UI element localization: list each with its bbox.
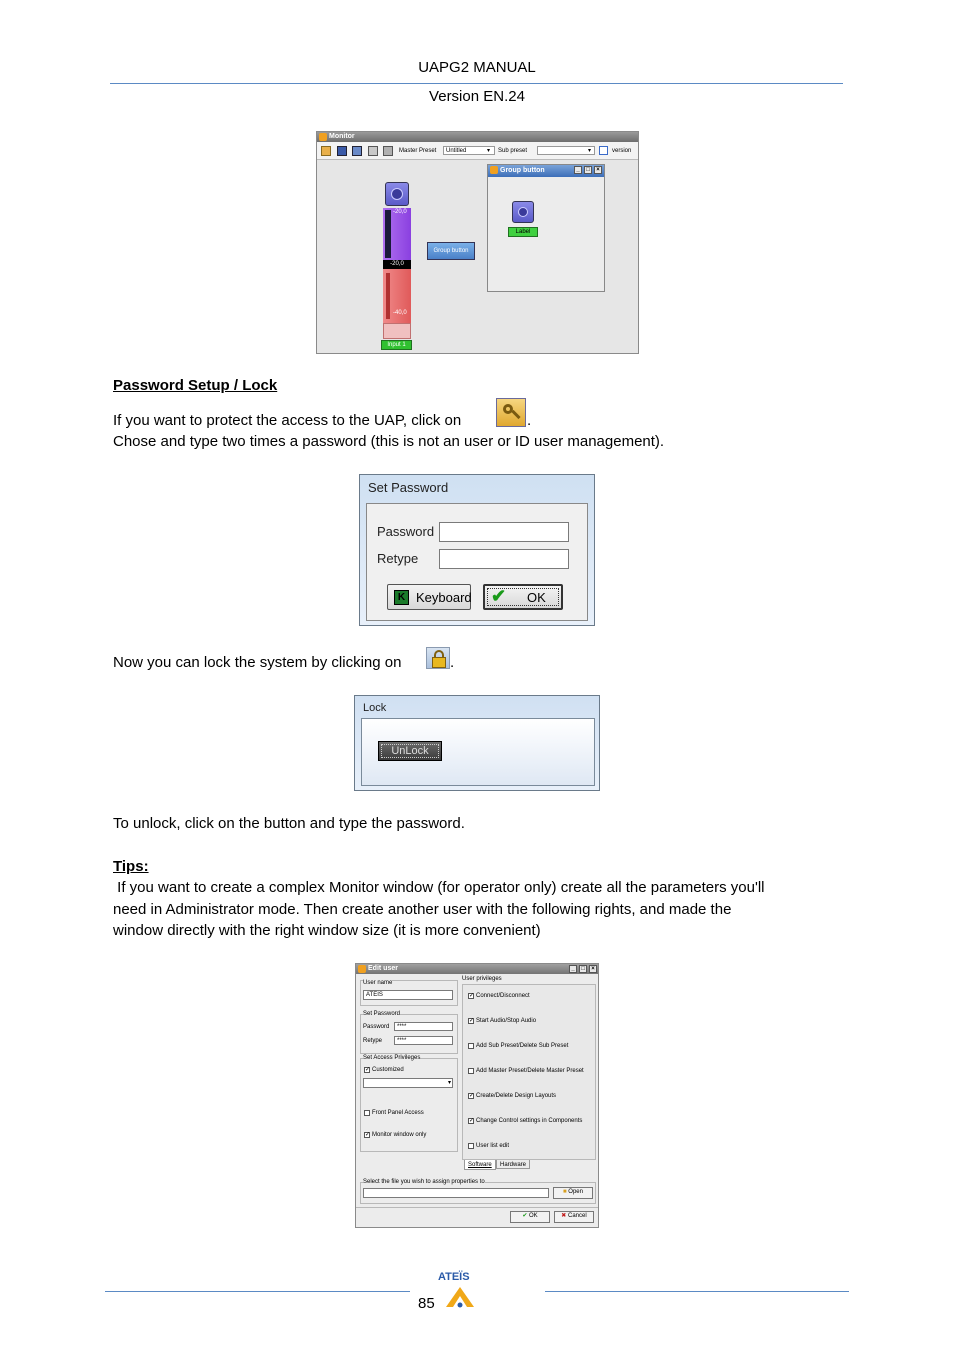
tips-line-3: window directly with the right window size (it is more convenient) (113, 922, 541, 939)
password-intro-line (113, 410, 461, 431)
page-number: 85 (418, 1295, 435, 1312)
save-as-icon[interactable] (352, 146, 362, 156)
tips-line-2: need in Administrator mode. Then create another user with the following rights, and made the (113, 901, 732, 918)
privilege-label: Create/Delete Design Layouts (476, 1093, 557, 1099)
edit-user-title: Edit user (368, 965, 398, 972)
knob-icon[interactable] (385, 182, 409, 206)
password-label: Password (377, 524, 435, 539)
ateis-logo-text: ATEÏS (438, 1271, 470, 1283)
monitor-window (316, 131, 639, 354)
fader[interactable] (383, 269, 411, 323)
checkmark-icon: ✔ (522, 1213, 528, 1219)
set-password-group (360, 1014, 458, 1054)
group-window-titlebar (488, 165, 604, 177)
monitor-titlebar (317, 132, 638, 142)
keyboard-button[interactable] (387, 584, 471, 610)
user-name-label: User name (363, 980, 393, 986)
ok-label: OK (527, 590, 546, 605)
unlock-button[interactable]: UnLock (378, 741, 442, 761)
minimize-icon[interactable]: _ (574, 166, 582, 174)
tab-software[interactable]: Software (464, 1160, 496, 1170)
master-preset-select[interactable]: Untitled (443, 146, 495, 155)
folder-icon: ■ (563, 1189, 567, 1195)
version-label: version (612, 148, 632, 154)
lock-icon[interactable] (426, 647, 450, 669)
lock-dialog-title: Lock (363, 702, 387, 714)
save-icon[interactable] (337, 146, 347, 156)
set-password-body (366, 503, 588, 621)
checkmark-icon: ✔ (491, 586, 507, 606)
open-label: Open (568, 1189, 583, 1195)
maximize-icon[interactable]: □ (584, 166, 592, 174)
edit-retype-label: Retype (363, 1038, 383, 1044)
footer-rule-left (105, 1291, 410, 1292)
privilege-checkbox[interactable] (468, 1143, 474, 1149)
master-preset-label: Master Preset (399, 148, 437, 154)
privilege-label: User list edit (476, 1143, 510, 1149)
lock-instruction: Now you can lock the system by clicking on (113, 654, 402, 671)
edit-retype-input[interactable]: **** (394, 1036, 453, 1045)
print-icon[interactable] (368, 146, 378, 156)
keyboard-label: Keyboard (416, 590, 472, 605)
cancel-icon: ✖ (561, 1213, 567, 1219)
group-window-title: Group button (500, 167, 545, 174)
user-name-input[interactable]: ATEIS (363, 990, 453, 1000)
settings-icon[interactable] (383, 146, 393, 156)
privilege-checkbox[interactable]: ✓ (469, 1018, 475, 1024)
tips-line-1: If you want to create a complex Monitor window (for operator only) create all the parameters you'll (113, 879, 765, 896)
privilege-label: Change Control settings in Components (476, 1118, 583, 1124)
monitor-title: Monitor (329, 133, 355, 140)
edit-password-label: Password (363, 1024, 390, 1030)
retype-label: Retype (377, 551, 419, 566)
open-button[interactable] (553, 1187, 593, 1199)
front-panel-checkbox[interactable] (364, 1110, 370, 1116)
close-icon[interactable]: × (594, 166, 602, 174)
edit-user-titlebar (356, 964, 598, 974)
manual-title: UAPG2 MANUAL (418, 59, 536, 76)
edit-user-dialog (355, 963, 599, 1228)
fader-bottom-value: -40,0 (393, 310, 407, 316)
maximize-icon[interactable]: □ (579, 965, 587, 973)
header-rule (110, 83, 843, 84)
version-icon[interactable] (599, 146, 608, 155)
meter-value-display: -20,0 (383, 260, 411, 269)
customized-checkbox[interactable]: ✓ (365, 1067, 371, 1073)
group-label: Label (508, 227, 538, 237)
sub-preset-label: Sub preset (498, 148, 528, 154)
privilege-label: Add Sub Preset/Delete Sub Preset (476, 1043, 569, 1049)
fader-buttons[interactable] (383, 323, 411, 339)
meter-top-value: -20,0 (393, 209, 407, 215)
divider (356, 1207, 599, 1208)
edit-password-input[interactable]: **** (394, 1022, 453, 1031)
access-select[interactable] (363, 1078, 453, 1088)
monitor-toolbar (317, 142, 639, 160)
unlock-instruction: To unlock, click on the button and type the password. (113, 815, 465, 832)
keyboard-icon: K (394, 590, 409, 605)
level-meter (383, 208, 411, 260)
password-field[interactable] (439, 522, 569, 542)
customized-label: Customized (372, 1067, 404, 1073)
chevron-down-icon: ▾ (447, 1080, 451, 1086)
user-privileges-label: User privileges (462, 976, 502, 982)
set-password-dialog (359, 474, 595, 626)
file-path-input[interactable] (363, 1188, 549, 1198)
password-intro-period: . (527, 412, 532, 429)
privilege-checkbox[interactable]: ✓ (469, 1093, 475, 1099)
privilege-checkbox[interactable]: ✓ (469, 993, 475, 999)
lock-dialog (354, 695, 600, 791)
sub-preset-select[interactable] (537, 146, 595, 155)
knob-icon[interactable] (512, 201, 534, 223)
access-privileges-label: Set Access Privileges (363, 1055, 421, 1061)
set-password-label: Set Password (363, 1011, 401, 1017)
front-panel-label: Front Panel Access (372, 1110, 424, 1116)
key-icon[interactable] (496, 398, 526, 427)
privilege-label: Connect/Disconnect (476, 993, 530, 999)
select-file-label: Select the file you wish to assign properties to (363, 1179, 485, 1185)
edit-user-ok-label: OK (529, 1213, 538, 1219)
group-window (487, 164, 605, 292)
retype-field[interactable] (439, 549, 569, 569)
open-icon[interactable] (321, 146, 331, 156)
privilege-label: Add Master Preset/Delete Master Preset (476, 1068, 584, 1074)
privilege-checkbox[interactable] (468, 1068, 474, 1074)
edit-user-cancel-label: Cancel (568, 1213, 587, 1219)
ateis-logo-icon (444, 1285, 476, 1309)
password-instruction: Chose and type two times a password (this is not an user or ID user management). (113, 433, 665, 450)
set-password-title: Set Password (368, 480, 449, 495)
lock-instruction-period: . (450, 654, 455, 671)
ok-button[interactable] (483, 584, 563, 610)
password-intro-text: If you want to protect the access to the UAP, click on (113, 412, 462, 429)
footer-rule-right (545, 1291, 849, 1292)
privilege-label: Start Audio/Stop Audio (476, 1018, 537, 1024)
close-icon[interactable]: × (589, 965, 597, 973)
monitor-only-label: Monitor window only (372, 1132, 427, 1138)
minimize-icon[interactable]: _ (569, 965, 577, 973)
tab-hardware[interactable]: Hardware (496, 1160, 530, 1169)
privilege-checkbox[interactable] (468, 1043, 474, 1049)
input-label: Input 1 (381, 340, 412, 350)
privilege-checkbox[interactable]: ✓ (469, 1118, 475, 1124)
edit-user-cancel-button[interactable] (554, 1211, 594, 1223)
monitor-only-checkbox[interactable]: ✓ (365, 1132, 371, 1138)
sub-preset-chevron-icon[interactable]: ▾ (588, 148, 592, 154)
password-section-heading: Password Setup / Lock (113, 377, 278, 394)
tips-heading: Tips: (113, 858, 149, 875)
manual-version: Version EN.24 (429, 88, 525, 105)
edit-user-ok-button[interactable] (510, 1211, 550, 1223)
master-preset-chevron-icon[interactable]: ▾ (487, 148, 491, 154)
group-button[interactable]: Group button (427, 242, 475, 260)
lock-dialog-body (361, 718, 595, 786)
